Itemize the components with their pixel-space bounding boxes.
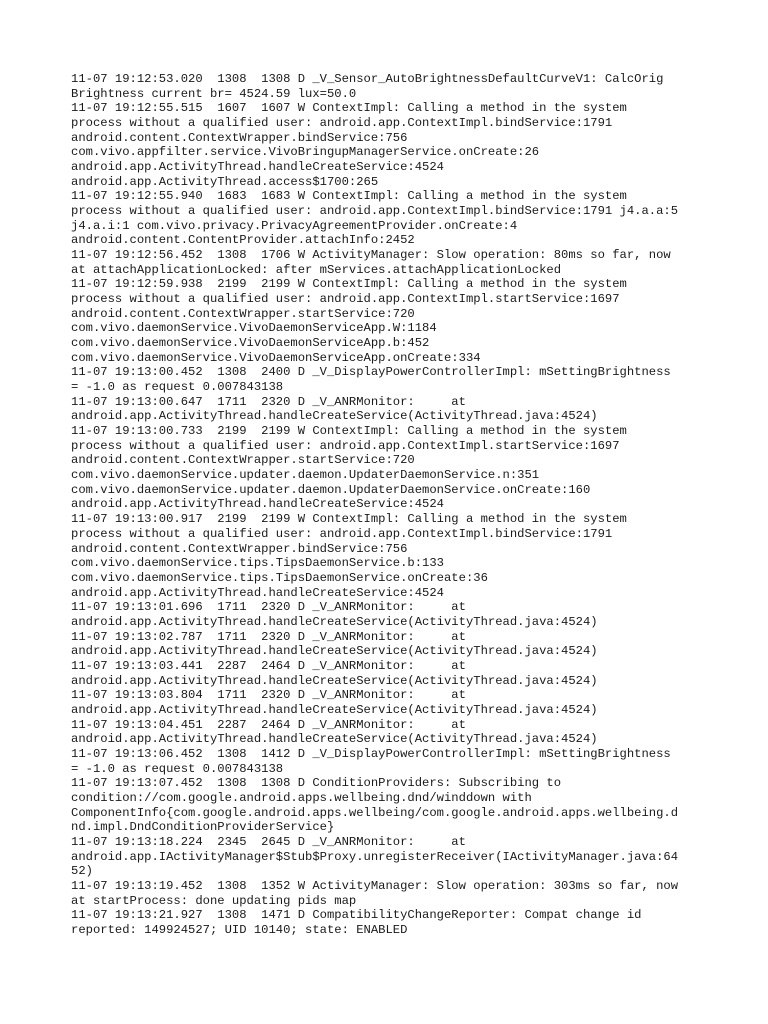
log-line: at attachApplicationLocked: after mServices.attachApplicationLocked (71, 262, 562, 277)
log-line: 11-07 19:12:59.938 2199 2199 W ContextImpl: Calling a method in the system (71, 277, 627, 292)
log-line: 11-07 19:12:55.940 1683 1683 W ContextImpl: Calling a method in the system (71, 189, 627, 204)
log-line: android.content.ContextWrapper.bindService:756 (71, 130, 408, 145)
log-line: android.content.ContentProvider.attachInfo:2452 (71, 233, 415, 248)
log-line: = -1.0 as request 0.007843138 (71, 761, 284, 776)
log-line: 11-07 19:12:55.515 1607 1607 W ContextImpl: Calling a method in the system (71, 101, 627, 116)
log-line: android.app.ActivityThread.handleCreateService(ActivityThread.java:4524) (71, 673, 598, 688)
log-line: com.vivo.daemonService.tips.TipsDaemonService.onCreate:36 (71, 570, 488, 585)
log-line: j4.a.i:1 com.vivo.privacy.PrivacyAgreementProvider.onCreate:4 (71, 218, 518, 233)
log-line: 11-07 19:13:03.804 1711 2320 D _V_ANRMonitor: at (71, 688, 466, 703)
log-line: condition://com.google.android.apps.wellbeing.dnd/winddown with (71, 790, 532, 805)
log-line: com.vivo.daemonService.VivoDaemonServiceApp.b:452 (71, 336, 430, 351)
log-line: 11-07 19:13:00.452 1308 2400 D _V_DisplayPowerControllerImpl: mSettingBrightness (71, 365, 671, 380)
log-line: 11-07 19:13:19.452 1308 1352 W ActivityManager: Slow operation: 303ms so far, now (71, 878, 679, 893)
log-line: com.vivo.daemonService.tips.TipsDaemonService.b:133 (71, 556, 444, 571)
log-line: 11-07 19:13:00.917 2199 2199 W ContextImpl: Calling a method in the system (71, 512, 627, 527)
log-line: android.app.ActivityThread.handleCreateService(ActivityThread.java:4524) (71, 409, 598, 424)
log-line: 11-07 19:13:06.452 1308 1412 D _V_DisplayPowerControllerImpl: mSettingBrightness (71, 746, 671, 761)
log-line: 11-07 19:13:02.787 1711 2320 D _V_ANRMonitor: at (71, 629, 466, 644)
log-line: android.app.ActivityThread.handleCreateService:4524 (71, 160, 444, 175)
log-line: 11-07 19:12:56.452 1308 1706 W ActivityManager: Slow operation: 80ms so far, now (71, 248, 671, 263)
log-line: Brightness current br= 4524.59 lux=50.0 (71, 86, 357, 101)
log-line: com.vivo.daemonService.updater.daemon.UpdaterDaemonService.onCreate:160 (71, 482, 591, 497)
log-line: 11-07 19:13:00.647 1711 2320 D _V_ANRMonitor: at (71, 394, 466, 409)
log-line: android.app.ActivityThread.handleCreateService(ActivityThread.java:4524) (71, 644, 598, 659)
log-line: 11-07 19:13:03.441 2287 2464 D _V_ANRMonitor: at (71, 658, 466, 673)
log-line: android.content.ContextWrapper.bindService:756 (71, 541, 408, 556)
log-line: process without a qualified user: android.app.ContextImpl.bindService:1791 (71, 526, 613, 541)
log-line: 11-07 19:12:53.020 1308 1308 D _V_Sensor_AutoBrightnessDefaultCurveV1: CalcOrig (71, 72, 664, 86)
log-line: nd.impl.DndConditionProviderService} (71, 820, 335, 835)
log-line: com.vivo.daemonService.VivoDaemonServiceApp.W:1184 (71, 321, 437, 336)
log-line: 11-07 19:13:04.451 2287 2464 D _V_ANRMonitor: at (71, 717, 466, 732)
log-line: 11-07 19:13:00.733 2199 2199 W ContextImpl: Calling a method in the system (71, 424, 627, 439)
log-line: at startProcess: done updating pids map (71, 893, 357, 908)
log-line: process without a qualified user: android.app.ContextImpl.bindService:1791 j4.a.a:5 (71, 204, 679, 219)
log-line: android.content.ContextWrapper.startService:720 (71, 453, 415, 468)
log-text-block (71, 72, 711, 938)
log-line: 11-07 19:13:18.224 2345 2645 D _V_ANRMonitor: at (71, 834, 466, 849)
log-line: android.app.IActivityManager$Stub$Proxy.unregisterReceiver(IActivityManager.java:64 (71, 849, 679, 864)
log-line: ComponentInfo{com.google.android.apps.wellbeing/com.google.android.apps.wellbeing.d (71, 805, 679, 820)
log-line: com.vivo.daemonService.VivoDaemonServiceApp.onCreate:334 (71, 350, 481, 365)
log-line: process without a qualified user: android.app.ContextImpl.startService:1697 (71, 438, 620, 453)
log-line: 11-07 19:13:01.696 1711 2320 D _V_ANRMonitor: at (71, 600, 466, 615)
log-line: android.app.ActivityThread.handleCreateService(ActivityThread.java:4524) (71, 732, 598, 747)
log-line: android.content.ContextWrapper.startService:720 (71, 306, 415, 321)
log-line: com.vivo.daemonService.updater.daemon.UpdaterDaemonService.n:351 (71, 468, 540, 483)
log-line: com.vivo.appfilter.service.VivoBringupManagerService.onCreate:26 (71, 145, 540, 160)
log-line: = -1.0 as request 0.007843138 (71, 380, 284, 395)
log-line: process without a qualified user: android.app.ContextImpl.bindService:1791 (71, 116, 613, 131)
log-line: process without a qualified user: android.app.ContextImpl.startService:1697 (71, 292, 620, 307)
log-line: reported: 149924527; UID 10140; state: ENABLED (71, 922, 408, 937)
log-line: android.app.ActivityThread.access$1700:265 (71, 174, 379, 189)
log-line: android.app.ActivityThread.handleCreateService:4524 (71, 585, 444, 600)
log-line: 11-07 19:13:07.452 1308 1308 D ConditionProviders: Subscribing to (71, 776, 562, 791)
log-line: android.app.ActivityThread.handleCreateService(ActivityThread.java:4524) (71, 702, 598, 717)
log-line: 52) (71, 864, 93, 879)
log-line: android.app.ActivityThread.handleCreateService(ActivityThread.java:4524) (71, 614, 598, 629)
log-line: android.app.ActivityThread.handleCreateService:4524 (71, 497, 444, 512)
log-line: 11-07 19:13:21.927 1308 1471 D CompatibilityChangeReporter: Compat change id (71, 908, 642, 923)
